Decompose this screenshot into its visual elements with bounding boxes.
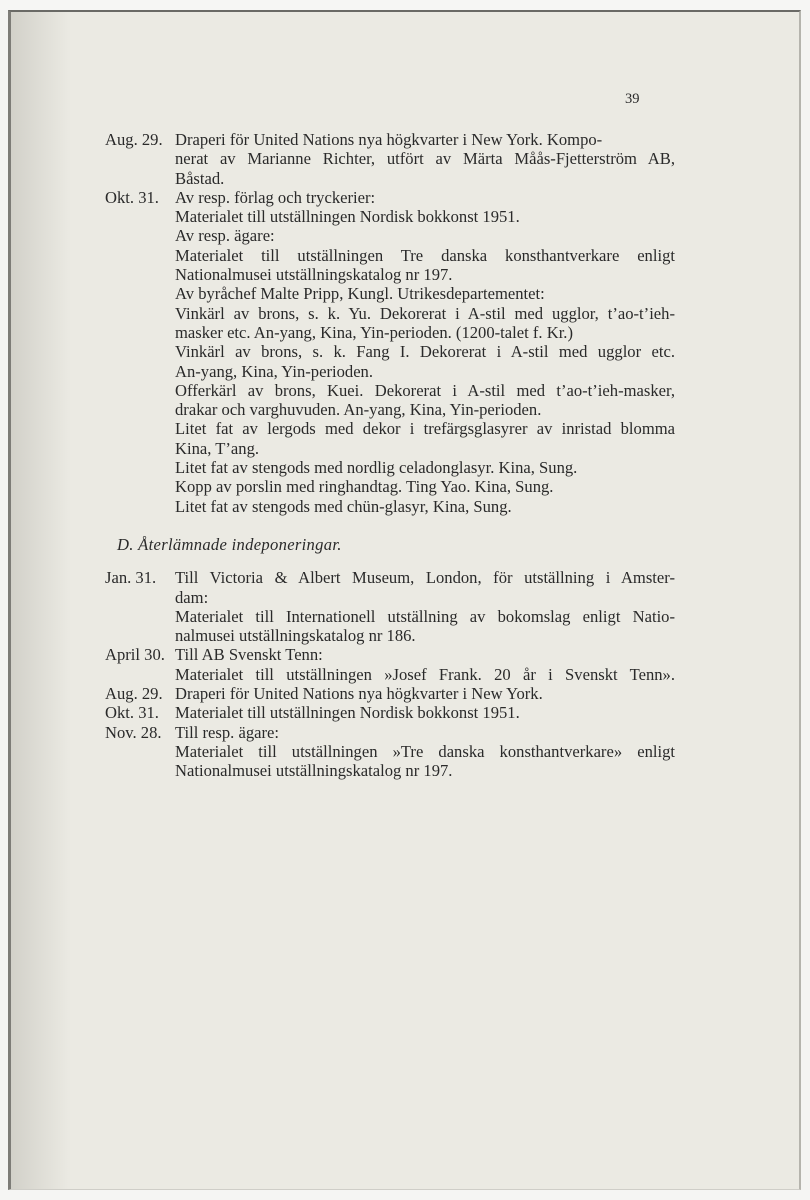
entry-text: [175, 703, 675, 722]
text-line: Materialet till Internationell utställning av bokomslag enligt Natio-: [175, 606, 675, 626]
section-c-list: [105, 130, 675, 516]
page-number: 39: [625, 91, 640, 107]
scan-background-bottom: [0, 1190, 810, 1200]
text-line: Draperi för United Nations nya högkvarter i New York. Kompo-: [175, 130, 603, 149]
text-line: An-yang, Kina, Yin-perioden.: [175, 361, 373, 381]
log-entry: [105, 188, 675, 516]
page-content: [105, 130, 675, 781]
entry-text: [175, 568, 675, 645]
log-entry: [105, 684, 675, 703]
text-line: Av resp. ägare:: [175, 226, 275, 246]
text-line: Vinkärl av brons, s. k. Fang I. Dekorerat i A-stil med ugglor etc.: [175, 342, 675, 362]
log-entry: [105, 723, 675, 781]
text-line: Av resp. förlag och tryckerier:: [175, 187, 376, 207]
text-line: drakar och varghuvuden. An-yang, Kina, Yin-perioden.: [175, 400, 542, 420]
text-line: Till AB Svenskt Tenn:: [175, 645, 323, 665]
text-line: Litet fat av lergods med dekor i trefärgsglasyrer av inristad blomma: [175, 419, 675, 439]
text-line: Offerkärl av brons, Kuei. Dekorerat i A-stil med t’ao-t’ieh-masker,: [175, 380, 675, 400]
entry-date: Okt. 31.: [105, 187, 159, 207]
entry-date: Aug. 29.: [105, 684, 163, 704]
text-line: Draperi för United Nations nya högkvarter i New York.: [175, 684, 543, 704]
text-line: Materialet till utställningen »Josef Frank. 20 år i Svenskt Tenn».: [175, 664, 675, 684]
text-line: dam:: [175, 587, 209, 607]
text-line: Litet fat av stengods med chün-glasyr, Kina, Sung.: [175, 496, 512, 516]
text-line: nalmusei utställningskatalog nr 186.: [175, 626, 416, 646]
entry-date: Aug. 29.: [105, 130, 163, 149]
text-line: Till Victoria & Albert Museum, London, för utställning i Amster-: [175, 568, 675, 588]
text-line: Till resp. ägare:: [175, 722, 280, 742]
log-entry: [105, 645, 675, 684]
entry-text: [175, 723, 675, 781]
text-line: Av byråchef Malte Pripp, Kungl. Utrikesdepartementet:: [175, 284, 545, 304]
text-line: Kopp av porslin med ringhandtag. Ting Yao. Kina, Sung.: [175, 477, 554, 497]
text-line: Materialet till utställningen Nordisk bokkonst 1951.: [175, 207, 520, 227]
text-line: Materialet till utställningen Tre danska konsthantverkare enligt: [175, 245, 675, 265]
text-line: Vinkärl av brons, s. k. Yu. Dekorerat i A-stil med ugglor, t’ao-t’ieh-: [175, 303, 675, 323]
log-entry: [105, 130, 675, 188]
text-line: Materialet till utställningen »Tre danska konsthantverkare» enligt: [175, 741, 675, 761]
entry-date: Jan. 31.: [105, 568, 157, 588]
page-gutter-shadow: [11, 12, 71, 1189]
text-line: Litet fat av stengods med nordlig celadonglasyr. Kina, Sung.: [175, 458, 578, 478]
text-line: Kina, T’ang.: [175, 438, 260, 458]
scan-background-top: [0, 0, 810, 10]
log-entry: [105, 568, 675, 645]
entry-date: April 30.: [105, 645, 165, 665]
text-line: nerat av Marianne Richter, utfört av Märta Måås-Fjetterström AB,: [175, 149, 675, 169]
entry-text: [175, 130, 675, 188]
entry-date: Nov. 28.: [105, 722, 162, 742]
section-heading: D. Återlämnade indeponeringar.: [117, 534, 342, 554]
text-line: Nationalmusei utställningskatalog nr 197.: [175, 265, 453, 285]
text-line: Nationalmusei utställningskatalog nr 197.: [175, 761, 453, 781]
section-d-list: [105, 568, 675, 780]
text-line: Materialet till utställningen Nordisk bokkonst 1951.: [175, 703, 520, 723]
entry-date: Okt. 31.: [105, 703, 159, 723]
entry-text: [175, 188, 675, 516]
text-line: masker etc. An-yang, Kina, Yin-perioden. (1200-talet f. Kr.): [175, 322, 573, 342]
text-line: Båstad.: [175, 168, 225, 188]
entry-text: [175, 684, 675, 703]
entry-text: [175, 645, 675, 684]
log-entry: [105, 703, 675, 722]
